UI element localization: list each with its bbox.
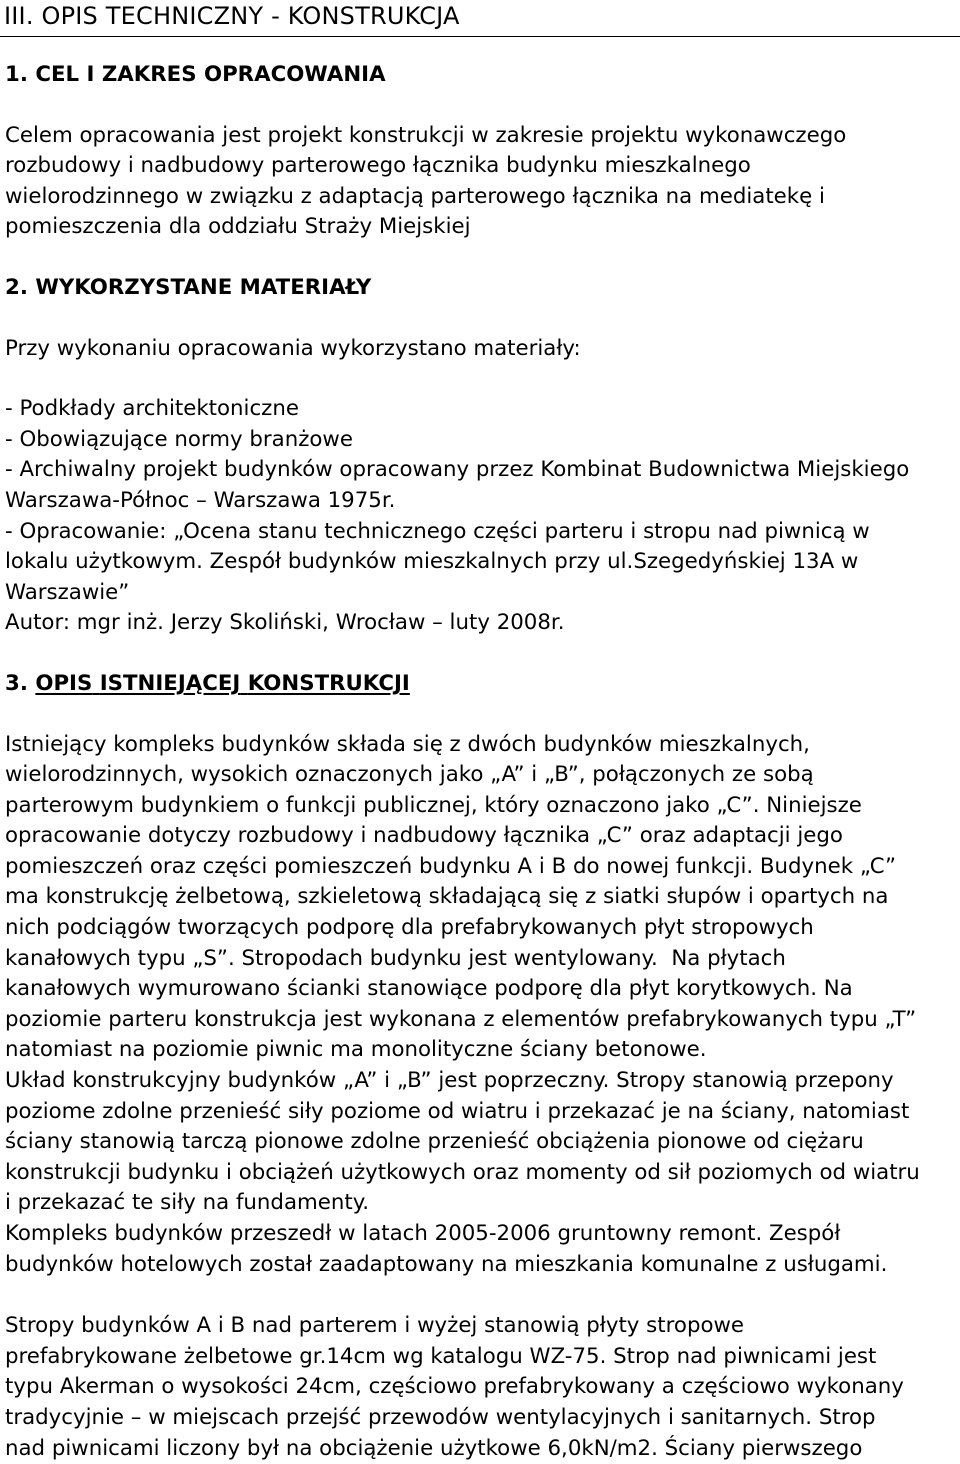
document-title: III. OPIS TECHNICZNY - KONSTRUKCJA [4,2,460,30]
list-item: Warszawie” [5,579,130,605]
section-2-intro: Przy wykonaniu opracowania wykorzystano materiały: [5,335,581,361]
section-3-paragraph-1 [5,730,955,1067]
text-line: pomieszczeń oraz części pomieszczeń budynku A i B do nowej funkcji. Budynek „C” [5,853,897,879]
text-line: Stropy budynków A i B nad parterem i wyżej stanowią płyty stropowe [5,1313,745,1339]
text-line: natomiast na poziomie piwnic ma monolityczne ściany betonowe. [5,1037,707,1063]
text-line: Celem opracowania jest projekt konstrukcji w zakresie projektu wykonawczego [5,122,847,148]
text-line: Układ konstrukcyjny budynków „A” i „B” jest poprzeczny. Stropy stanowią przepony [5,1068,894,1094]
text-line: nad piwnicami liczony był na obciążenie użytkowe 6,0kN/m2. Ściany pierwszego [5,1435,863,1461]
list-item: - Opracowanie: „Ocena stanu technicznego części parteru i stropu nad piwnicą w [5,518,870,544]
text-line: kanałowych wymurowano ścianki stanowiące podporę dla płyt korytkowych. Na [5,976,853,1002]
materials-list [5,394,955,639]
list-item: - Archiwalny projekt budynków opracowany przez Kombinat Budownictwa Miejskiego [5,457,910,483]
text-line: Kompleks budynków przeszedł w latach 2005-2006 gruntowny remont. Zespół [5,1221,841,1246]
text-line: poziomie parteru konstrukcja jest wykonana z elementów prefabrykowanych typu „T” [5,1006,917,1032]
list-item: - Obowiązujące normy branżowe [5,426,353,452]
text-line: typu Akerman o wysokości 24cm, częściowo prefabrykowany a częściowo wykonany [5,1374,904,1400]
text-line: opracowanie dotyczy rozbudowy i nadbudowy łącznika „C” oraz adaptacji jego [5,823,843,849]
text-line: budynków hotelowych został zaadaptowany na mieszkania komunalne z usługami. [5,1251,888,1277]
section-1-paragraph [5,121,955,243]
text-line: i przekazać te siły na fundamenty. [5,1190,370,1216]
list-item: Warszawa-Północ – Warszawa 1975r. [5,487,396,513]
text-line: tradycyjnie – w miejscach przejść przewodów wentylacyjnych i sanitarnych. Strop [5,1404,876,1430]
list-item: Autor: mgr inż. Jerzy Skoliński, Wrocław – luty 2008r. [5,610,565,636]
text-line: prefabrykowane żelbetowe gr.14cm wg katalogu WZ-75. Strop nad piwnicami jest [5,1343,877,1369]
text-line: ściany stanowią tarczą pionowe zdolne przenieść obciążenia pionowe od ciężaru [5,1129,864,1155]
section-3-paragraph-3 [5,1219,955,1280]
text-line: kanałowych typu „S”. Stropodach budynku jest wentylowany. Na płytach [5,945,786,971]
list-item: - Podkłady architektoniczne [5,396,299,422]
section-1-heading: 1. CEL I ZAKRES OPRACOWANIA [5,62,386,87]
text-line: Istniejący kompleks budynków składa się z dwóch budynków mieszkalnych, [5,731,810,757]
text-line: wielorodzinnego w związku z adaptacją parterowego łącznika na mediatekę i [5,183,825,209]
text-line: rozbudowy i nadbudowy parterowego łącznika budynku mieszkalnego [5,153,751,179]
text-line: poziome zdolne przenieść siły poziome od wiatru i przekazać je na ściany, natomiast [5,1098,910,1124]
text-line: pomieszczenia dla oddziału Straży Miejskiej [5,214,471,240]
section-3-heading: 3. OPIS ISTNIEJĄCEJ KONSTRUKCJI [5,670,410,696]
section-2-heading: 2. WYKORZYSTANE MATERIAŁY [5,274,372,300]
section-3-paragraph-2 [5,1066,955,1219]
list-item: lokalu użytkowym. Zespół budynków mieszkalnych przy ul.Szegedyńskiej 13A w [5,549,859,575]
text-line: ma konstrukcję żelbetową, szkieletową składającą się z siatki słupów i opartych na [5,884,889,910]
page-header [0,0,960,37]
text-line: parterowym budynkiem o funkcji publicznej, który oznaczono jako „C”. Niniejsze [5,792,862,818]
text-line: wielorodzinnych, wysokich oznaczonych jako „A” i „B”, połączonych ze sobą [5,762,814,788]
text-line: nich podciągów tworzących podporę dla prefabrykowanych płyt stropowych [5,915,814,941]
document-body [5,60,955,1464]
text-line: konstrukcji budynku i obciążeń użytkowych oraz momenty od sił poziomych od wiatru [5,1159,920,1185]
section-3-paragraph-4 [5,1311,955,1464]
